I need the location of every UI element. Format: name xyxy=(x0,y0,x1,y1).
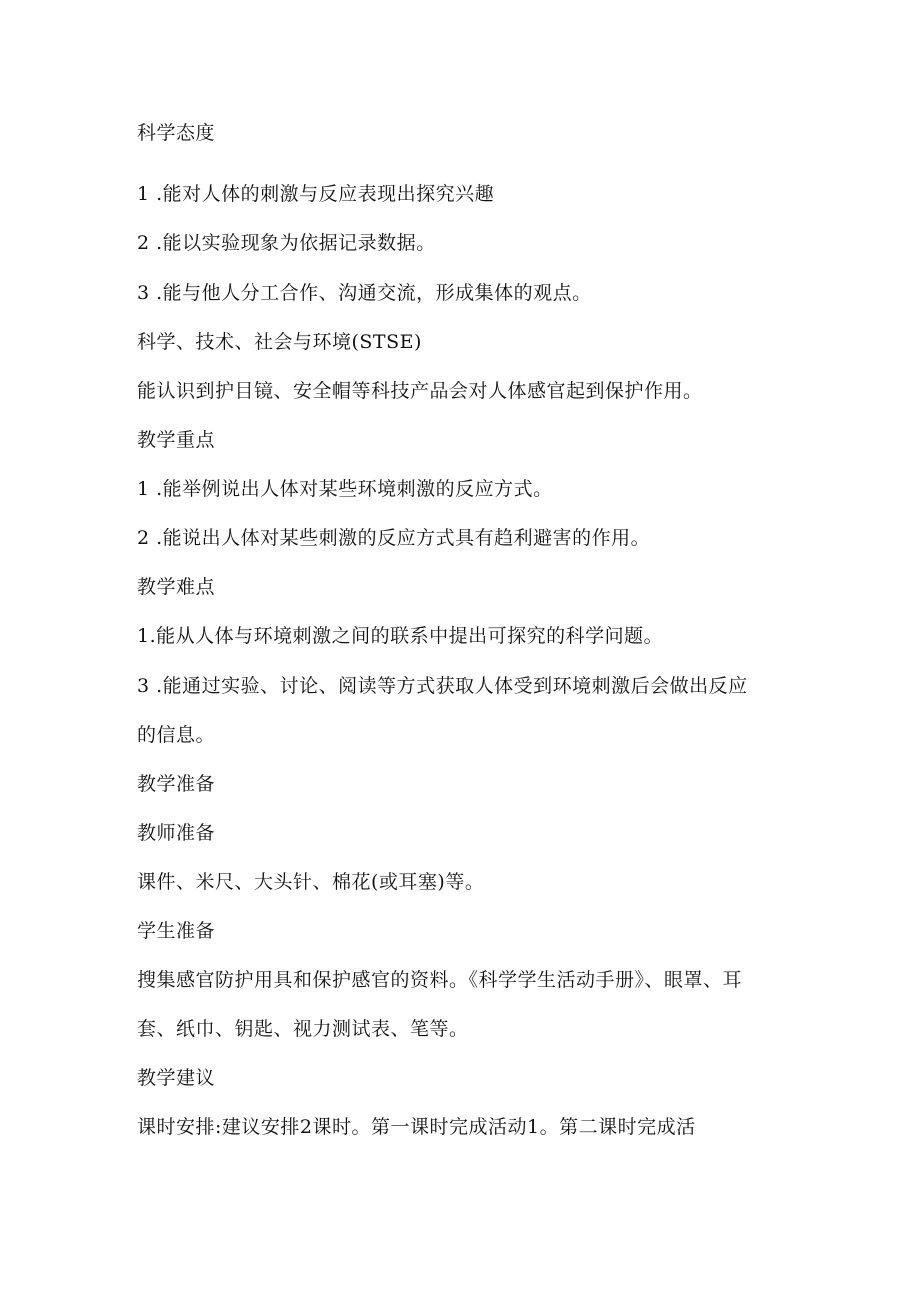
attitude-item-1: 1 .能对人体的刺激与反应表现出探究兴趣 xyxy=(137,183,495,205)
difficulty-item-2-continued: 的信息。 xyxy=(137,724,216,746)
section-heading-science-attitude: 科学态度 xyxy=(137,122,216,144)
subheading-teacher-preparation: 教师准备 xyxy=(137,822,216,844)
student-preparation-line-1: 搜集感官防护用具和保护感官的资料。《科学学生活动手册》、眼罩、耳 xyxy=(137,969,743,991)
difficulty-item-1: 1.能从人体与环境刺激之间的联系中提出可探究的科学问题。 xyxy=(137,625,664,647)
stse-paragraph: 能认识到护目镜、安全帽等科技产品会对人体感官起到保护作用。 xyxy=(137,380,703,402)
lesson-arrangement-paragraph: 课时安排:建议安排2课时。第一课时完成活动1。第二课时完成活 xyxy=(137,1116,696,1138)
section-heading-teaching-preparation: 教学准备 xyxy=(137,773,216,795)
attitude-item-3: 3 .能与他人分工合作、沟通交流，形成集体的观点。 xyxy=(137,282,592,304)
subheading-student-preparation: 学生准备 xyxy=(137,920,216,942)
section-heading-teaching-focus: 教学重点 xyxy=(137,429,216,451)
section-heading-stse: 科学、技术、社会与环境(STSE) xyxy=(137,331,422,353)
section-heading-teaching-difficulty: 教学难点 xyxy=(137,576,216,598)
focus-item-1: 1 .能举例说出人体对某些环境刺激的反应方式。 xyxy=(137,478,553,500)
student-preparation-line-2: 套、纸巾、钥匙、视力测试表、笔等。 xyxy=(137,1018,469,1040)
teacher-preparation-list: 课件、米尺、大头针、棉花(或耳塞)等。 xyxy=(137,871,485,893)
focus-item-2: 2 .能说出人体对某些刺激的反应方式具有趋利避害的作用。 xyxy=(137,527,651,549)
difficulty-item-2: 3 .能通过实验、讨论、阅读等方式获取人体受到环境刺激后会做出反应 xyxy=(137,675,748,697)
section-heading-teaching-suggestions: 教学建议 xyxy=(137,1067,216,1089)
attitude-item-2: 2 .能以实验现象为依据记录数据。 xyxy=(137,232,436,254)
